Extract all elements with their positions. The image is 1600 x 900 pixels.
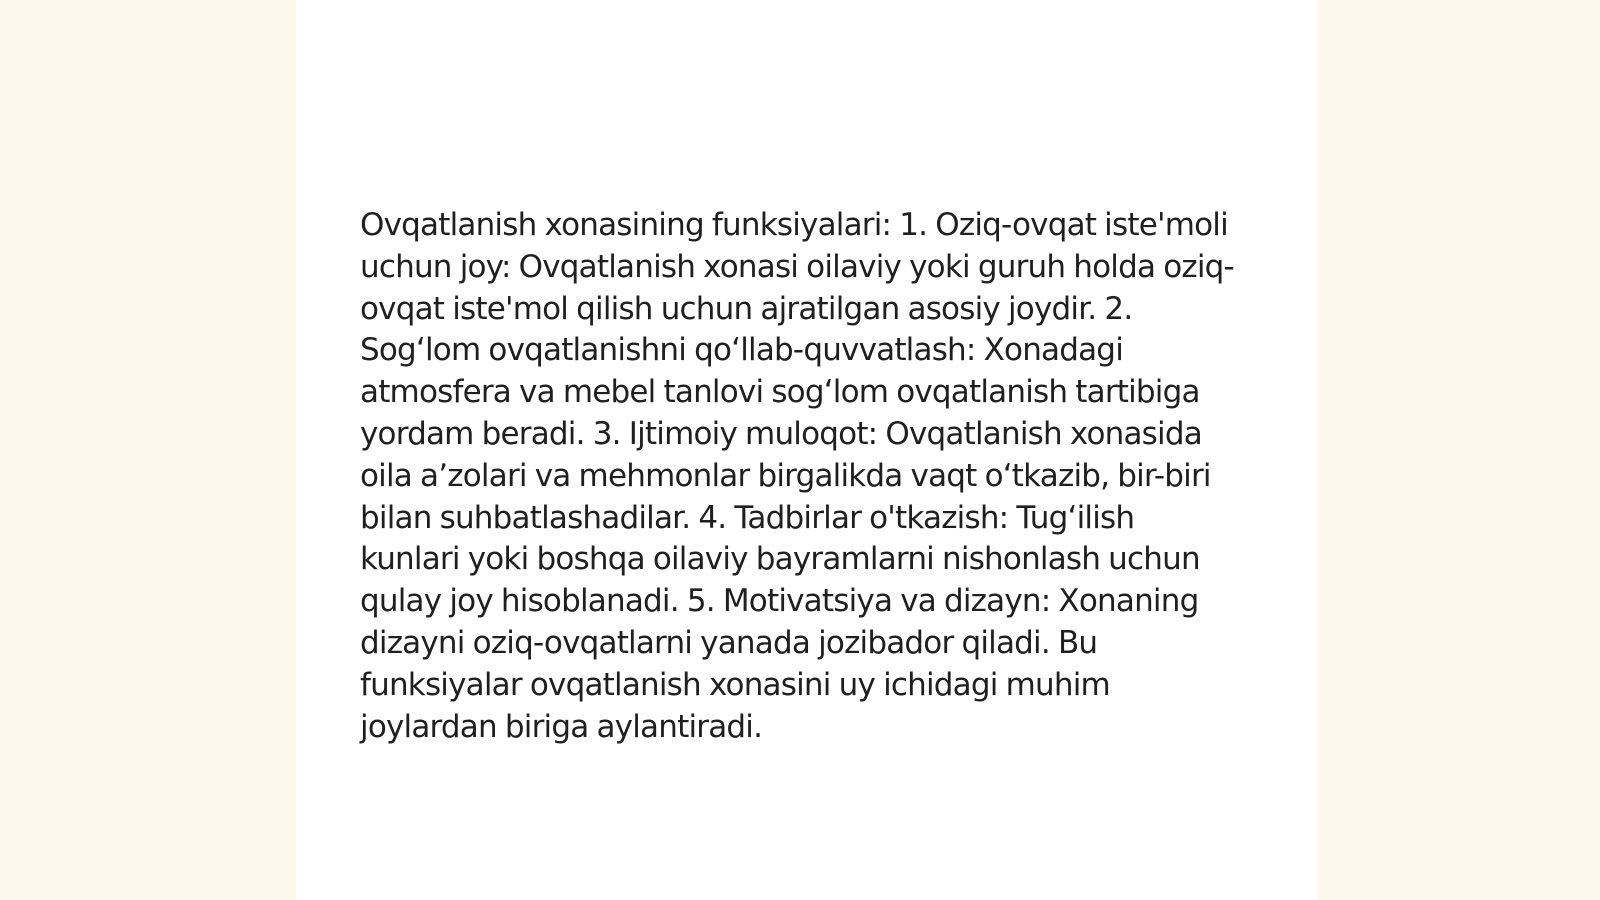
- body-paragraph: Ovqatlanish xonasining funksiyalari: 1. Oziq-ovqat iste'moli uchun joy: Ovqatlanish xonasi oilaviy yoki guruh holda oziq-ovqat iste'mol qilish uchun ajratilgan asosiy joydir. 2. Sog‘lom ovqatlanishni qo‘llab-quvvatlash: Xonadagi atmosfera va mebel tanlovi sog‘lom ovqatlanish tartibiga yordam beradi. 3. Ijtimoiy muloqot: Ovqatlanish xonasida oila a’zolari va mehmonlar birgalikda vaqt o‘tkazib, bir-biri bilan suhbatlashadilar. 4. Tadbirlar o'tkazish: Tug‘ilish kunlari yoki boshqa oilaviy bayramlarni nishonlash uchun qulay joy hisoblanadi. 5. Motivatsiya va dizayn: Xonaning dizayni oziq-ovqatlarni yanada jozibador qiladi. Bu funksiyalar ovqatlanish xonasini uy ichidagi muhim joylardan biriga aylantiradi.: [360, 207, 1234, 745]
- document-page: [296, 0, 1318, 900]
